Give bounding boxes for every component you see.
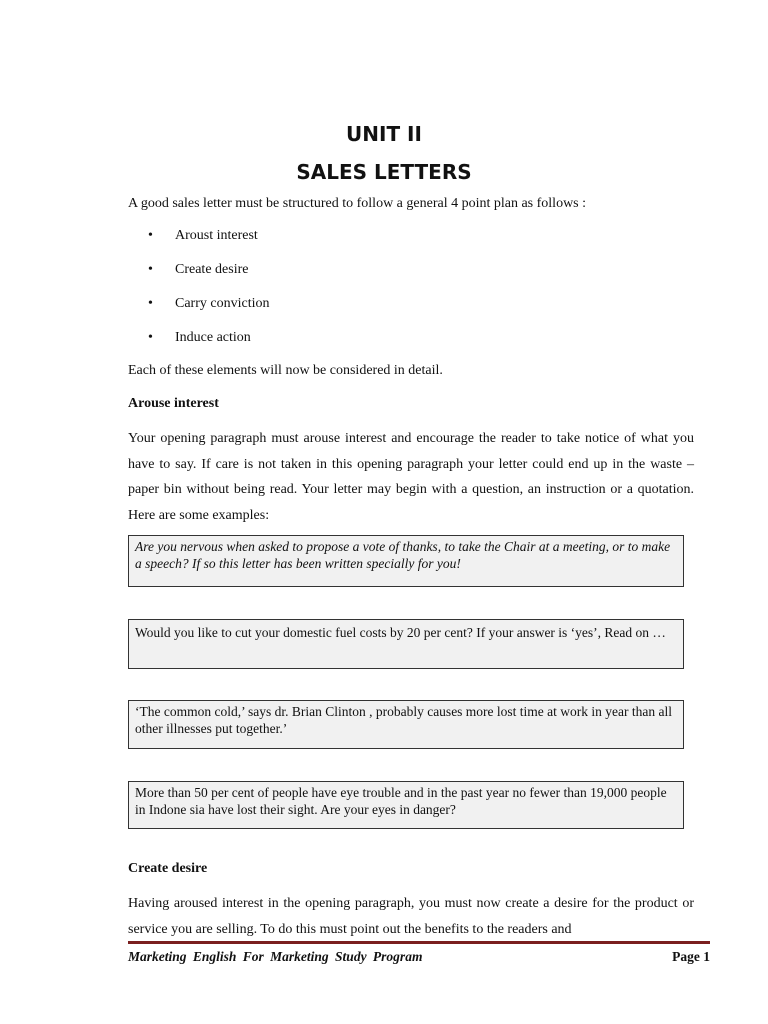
- example-box-3: ‘The common cold,’ says dr. Brian Clinton , probably causes more lost time at work in year than all other illnesses put together.’: [128, 700, 684, 749]
- list-item-label: Induce action: [175, 330, 251, 345]
- arouse-interest-heading: Arouse interest: [128, 396, 219, 411]
- bullet-icon: •: [148, 262, 153, 277]
- footer-course-title: Marketing English For Marketing Study Program: [128, 949, 423, 964]
- list-item-label: Aroust interest: [175, 228, 258, 243]
- footer-divider: [128, 941, 710, 944]
- list-item-label: Create desire: [175, 262, 249, 277]
- list-item: [128, 328, 269, 362]
- bullet-icon: •: [148, 330, 153, 345]
- list-item: [128, 226, 269, 260]
- arouse-interest-paragraph: Your opening paragraph must arouse interest and encourage the reader to take notice of what you have to say. If care is not taken in this opening paragraph your letter could end up in the waste – paper bin without being read. Your letter may begin with a question, an instruction or a quotation. Here are some examples:: [128, 431, 694, 523]
- page-title: SALES LETTERS: [296, 160, 472, 184]
- list-item: [128, 260, 269, 294]
- example-box-1: Are you nervous when asked to propose a vote of thanks, to take the Chair at a meeting, or to make a speech? If so this letter has been written specially for you!: [128, 535, 684, 587]
- page-number: Page 1: [672, 949, 710, 964]
- intro-paragraph: A good sales letter must be structured to follow a general 4 point plan as follows :: [128, 196, 587, 211]
- list-item: [128, 294, 269, 328]
- unit-heading: UNIT II: [346, 122, 422, 146]
- detail-note: Each of these elements will now be considered in detail.: [128, 363, 443, 378]
- bullet-icon: •: [148, 296, 153, 311]
- bullet-icon: •: [148, 228, 153, 243]
- example-box-4: More than 50 per cent of people have eye trouble and in the past year no fewer than 19,000 people in Indone sia have lost their sight. Are your eyes in danger?: [128, 781, 684, 829]
- plan-list: [128, 226, 269, 362]
- example-box-2: Would you like to cut your domestic fuel costs by 20 per cent? If your answer is ‘yes’, Read on …: [128, 619, 684, 669]
- create-desire-paragraph: Having aroused interest in the opening paragraph, you must now create a desire for the product or service you are selling. To do this must point out the benefits to the readers and: [128, 896, 694, 937]
- list-item-label: Carry conviction: [175, 296, 270, 311]
- create-desire-heading: Create desire: [128, 861, 208, 876]
